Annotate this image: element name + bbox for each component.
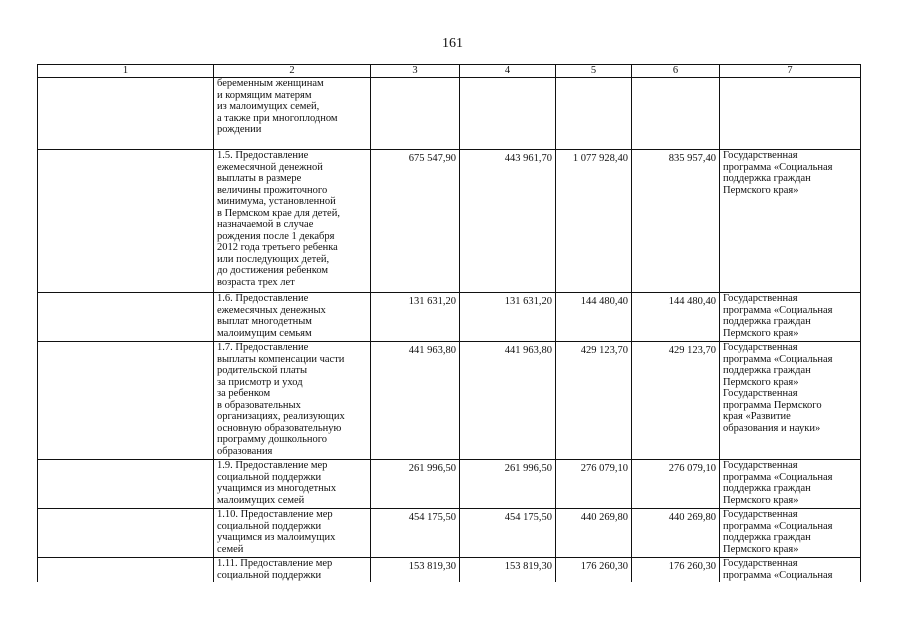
measure-name-cell: 1.7. Предоставление выплаты компенсации части родительской платы за присмотр и уход за ребенком в образовательных организациях, реализующих основную образовательную программу дошкольного образования	[214, 342, 371, 460]
measure-name-cell: 1.11. Предоставление мер социальной поддержки	[214, 558, 371, 598]
value-cell: 144 480,40	[556, 293, 632, 342]
header-cell: 7	[720, 65, 861, 78]
page-number: 161	[442, 36, 463, 51]
table-row	[38, 460, 861, 509]
header-cell: 6	[632, 65, 720, 78]
value-cell	[371, 78, 460, 150]
program-cell	[720, 78, 861, 150]
value-cell: 261 996,50	[460, 460, 556, 509]
value-cell: 675 547,90	[371, 150, 460, 293]
header-cell: 5	[556, 65, 632, 78]
value-cell: 153 819,30	[371, 558, 460, 598]
value-cell: 835 957,40	[632, 150, 720, 293]
header-cell: 3	[371, 65, 460, 78]
measure-name-cell: 1.9. Предоставление мер социальной поддержки учащимся из многодетных малоимущих семей	[214, 460, 371, 509]
group-cell	[38, 150, 214, 293]
value-cell: 131 631,20	[371, 293, 460, 342]
group-cell	[38, 509, 214, 558]
value-cell: 443 961,70	[460, 150, 556, 293]
value-cell: 276 079,10	[632, 460, 720, 509]
value-cell	[632, 78, 720, 150]
value-cell: 441 963,80	[371, 342, 460, 460]
value-cell: 176 260,30	[632, 558, 720, 598]
value-cell: 131 631,20	[460, 293, 556, 342]
value-cell: 276 079,10	[556, 460, 632, 509]
measure-name-cell: беременным женщинам и кормящим матерям из малоимущих семей, а также при многоплодном рождении	[214, 78, 371, 150]
program-cell: Государственная программа «Социальная поддержка граждан Пермского края»	[720, 293, 861, 342]
measure-name-cell: 1.6. Предоставление ежемесячных денежных выплат многодетным малоимущим семьям	[214, 293, 371, 342]
measure-name-cell: 1.5. Предоставление ежемесячной денежной выплаты в размере величины прожиточного минимума, установленной в Пермском крае для детей, назначаемой в случае рождения после 1 декабря 2012 года третьего ребенка или последующих детей, до достижения ребенком возраста трех лет	[214, 150, 371, 293]
program-cell: Государственная программа «Социальная поддержка граждан Пермского края»	[720, 460, 861, 509]
group-cell	[38, 460, 214, 509]
table-row	[38, 78, 861, 150]
header-row	[38, 65, 861, 78]
value-cell: 441 963,80	[460, 342, 556, 460]
table-row	[38, 150, 861, 293]
value-cell: 429 123,70	[556, 342, 632, 460]
value-cell: 440 269,80	[632, 509, 720, 558]
budget-table	[37, 64, 861, 598]
group-cell	[38, 78, 214, 150]
table-row	[38, 509, 861, 558]
value-cell: 261 996,50	[371, 460, 460, 509]
value-cell: 153 819,30	[460, 558, 556, 598]
header-cell: 1	[38, 65, 214, 78]
value-cell: 454 175,50	[460, 509, 556, 558]
value-cell: 1 077 928,40	[556, 150, 632, 293]
program-cell: Государственная программа «Социальная поддержка граждан Пермского края»	[720, 150, 861, 293]
program-cell: Государственная программа «Социальная поддержка граждан Пермского края» Государственная программа Пермского края «Развитие образования и науки»	[720, 342, 861, 460]
header-cell: 4	[460, 65, 556, 78]
value-cell: 440 269,80	[556, 509, 632, 558]
table-row	[38, 293, 861, 342]
value-cell: 454 175,50	[371, 509, 460, 558]
group-cell	[38, 342, 214, 460]
group-cell	[38, 293, 214, 342]
program-cell: Государственная программа «Социальная поддержка граждан Пермского края»	[720, 509, 861, 558]
value-cell	[556, 78, 632, 150]
measure-name-cell: 1.10. Предоставление мер социальной поддержки учащимся из малоимущих семей	[214, 509, 371, 558]
page-bottom-margin	[0, 582, 905, 640]
table-row	[38, 342, 861, 460]
value-cell: 176 260,30	[556, 558, 632, 598]
header-cell: 2	[214, 65, 371, 78]
value-cell: 429 123,70	[632, 342, 720, 460]
value-cell: 144 480,40	[632, 293, 720, 342]
program-cell: Государственная программа «Социальная	[720, 558, 861, 598]
value-cell	[460, 78, 556, 150]
